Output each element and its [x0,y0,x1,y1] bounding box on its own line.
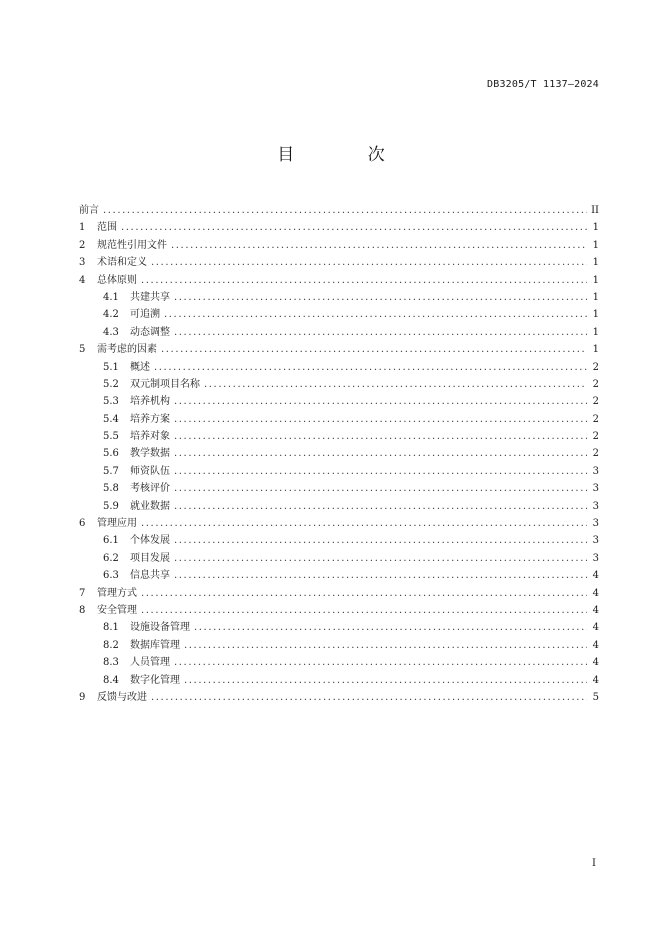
toc-leader-dots [141,515,587,532]
toc-leader-dots [171,237,587,254]
toc-entry-page: 3 [592,465,599,477]
toc-entry-number: 6.1 [103,535,119,547]
toc-entry-page: 4 [592,639,599,651]
toc-entry-label: 可追溯 [130,309,160,321]
toc-entry-number: 4.2 [103,309,119,321]
toc-entry-label: 安全管理 [97,604,137,616]
toc-leader-dots [174,480,587,497]
toc-leader-dots [184,637,587,654]
page-title: 目 次 [277,145,419,165]
toc-leader-dots [174,445,587,462]
toc-entry-label: 设施设备管理 [130,622,190,634]
toc-entry-number: 4 [79,274,86,286]
toc-entry-label: 术语和定义 [97,257,147,269]
toc-entry-page: 4 [592,622,599,634]
toc-entry-number: 5.1 [103,361,119,373]
toc-entry-page: 1 [592,222,599,234]
toc-entry[interactable] [79,637,599,654]
toc-entry[interactable] [79,254,599,271]
toc-entry-label: 师资队伍 [130,465,170,477]
toc-leader-dots [204,376,587,393]
toc-entry-page: 4 [592,604,599,616]
toc-entry-page: 3 [592,483,599,495]
toc-entry[interactable] [79,463,599,480]
toc-entry[interactable] [79,428,599,445]
toc-entry[interactable] [79,498,599,515]
toc-entry-number: 7 [79,587,86,599]
toc-entry[interactable] [79,567,599,584]
toc-entry-number: 5.6 [103,448,119,460]
toc-entry[interactable] [79,237,599,254]
toc-entry-label: 范围 [97,222,117,234]
toc-leader-dots [164,306,587,323]
toc-leader-dots [174,324,587,341]
toc-leader-dots [174,498,587,515]
toc-leader-dots [174,463,587,480]
toc-leader-dots [174,411,587,428]
document-code: DB3205/T 1137—2024 [487,79,599,90]
toc-leader-dots [174,567,587,584]
toc-entry[interactable] [79,289,599,306]
toc-entry-number: 2 [79,239,86,251]
toc-entry-label: 前言 [79,205,99,216]
toc-entry-page: 4 [592,657,599,669]
toc-entry[interactable] [79,219,599,236]
toc-entry-label: 个体发展 [130,535,170,547]
toc-entry-page: 3 [592,552,599,564]
toc-entry-label: 培养方案 [130,413,170,425]
toc-leader-dots [174,393,587,410]
toc-leader-dots [184,672,587,689]
toc-entry[interactable] [79,532,599,549]
toc-entry-number: 5.2 [103,378,119,390]
toc-entry-number: 8.1 [103,622,119,634]
toc-entry-page: 4 [592,570,599,582]
toc-entry[interactable] [79,306,599,323]
toc-leader-dots [103,202,587,219]
toc-entry-page: 1 [592,257,599,269]
toc-entry-label: 考核评价 [130,483,170,495]
toc-entry-page: 2 [592,431,599,443]
toc-entry-number: 8.2 [103,639,119,651]
toc-entry-number: 5.5 [103,431,119,443]
toc-entry-number: 8 [79,604,86,616]
footer-page-number: I [592,858,596,869]
toc-entry-page: 2 [592,396,599,408]
toc-entry[interactable] [79,359,599,376]
toc-entry-number: 1 [79,222,86,234]
toc-entry-page: 1 [592,344,599,356]
toc-entry-label: 数字化管理 [130,674,180,686]
toc-entry-page: 1 [592,326,599,338]
toc-entry-number: 6.2 [103,552,119,564]
toc-entry-label: 教学数据 [130,448,170,460]
toc-entry[interactable] [79,654,599,671]
toc-entry-number: 5.9 [103,500,119,512]
toc-entry-page: 4 [592,587,599,599]
toc-leader-dots [141,602,587,619]
toc-leader-dots [174,289,587,306]
toc-entry[interactable] [79,480,599,497]
toc-entry[interactable] [79,341,599,358]
toc-entry-number: 6.3 [103,570,119,582]
toc-leader-dots [174,550,587,567]
toc-entry-number: 5.8 [103,483,119,495]
toc-entry-page: 2 [592,361,599,373]
toc-entry[interactable] [79,445,599,462]
table-of-contents [79,202,599,706]
toc-leader-dots [141,585,587,602]
toc-entry-label: 规范性引用文件 [97,239,167,251]
toc-entry-number: 5.7 [103,465,119,477]
toc-leader-dots [174,654,587,671]
toc-leader-dots [141,272,587,289]
toc-entry-label: 人员管理 [130,657,170,669]
toc-entry-label: 动态调整 [130,326,170,338]
toc-entry-page: 2 [592,413,599,425]
toc-leader-dots [194,619,587,636]
toc-entry[interactable] [79,393,599,410]
toc-entry-label: 总体原则 [97,274,137,286]
toc-entry-number: 6 [79,518,86,530]
toc-entry-number: 4.1 [103,291,119,303]
toc-entry-page: 2 [592,448,599,460]
toc-entry-label: 项目发展 [130,552,170,564]
toc-leader-dots [154,359,587,376]
toc-entry[interactable] [79,411,599,428]
toc-entry-label: 需考虑的因素 [97,344,157,356]
toc-entry-page: 2 [592,378,599,390]
toc-entry-number: 8.3 [103,657,119,669]
toc-leader-dots [121,219,587,236]
toc-entry-page: 1 [592,239,599,251]
toc-entry[interactable] [79,619,599,636]
toc-entry[interactable] [79,550,599,567]
toc-entry-label: 共建共享 [130,291,170,303]
toc-entry-label: 概述 [130,361,150,373]
toc-leader-dots [174,532,587,549]
toc-entry[interactable] [79,376,599,393]
toc-entry-number: 5 [79,344,86,356]
toc-leader-dots [151,254,587,271]
toc-entry-page: 3 [592,535,599,547]
toc-entry-page: II [591,205,599,216]
toc-entry-page: 4 [592,674,599,686]
toc-leader-dots [161,341,587,358]
toc-entry[interactable] [79,585,599,602]
toc-entry[interactable] [79,202,599,219]
toc-entry-label: 培养对象 [130,431,170,443]
toc-entry-label: 管理应用 [97,518,137,530]
toc-entry-page: 1 [592,274,599,286]
toc-entry-page: 1 [592,291,599,303]
toc-entry-label: 反馈与改进 [97,691,147,703]
toc-entry[interactable] [79,324,599,341]
toc-entry[interactable] [79,689,599,706]
toc-leader-dots [174,428,587,445]
toc-entry[interactable] [79,672,599,689]
toc-entry[interactable] [79,515,599,532]
toc-entry-label: 管理方式 [97,587,137,599]
toc-leader-dots [151,689,587,706]
toc-entry-number: 3 [79,257,86,269]
toc-entry-label: 数据库管理 [130,639,180,651]
toc-entry-label: 双元制项目名称 [130,378,200,390]
toc-entry-page: 5 [592,691,599,703]
toc-entry[interactable] [79,602,599,619]
toc-entry-label: 就业数据 [130,500,170,512]
toc-entry-label: 信息共享 [130,570,170,582]
toc-entry-page: 3 [592,518,599,530]
toc-entry-number: 5.4 [103,413,119,425]
toc-entry[interactable] [79,272,599,289]
toc-entry-number: 8.4 [103,674,119,686]
toc-entry-page: 3 [592,500,599,512]
toc-entry-number: 5.3 [103,396,119,408]
toc-entry-number: 4.3 [103,326,119,338]
toc-entry-label: 培养机构 [130,396,170,408]
toc-entry-page: 1 [592,309,599,321]
toc-entry-number: 9 [79,691,86,703]
